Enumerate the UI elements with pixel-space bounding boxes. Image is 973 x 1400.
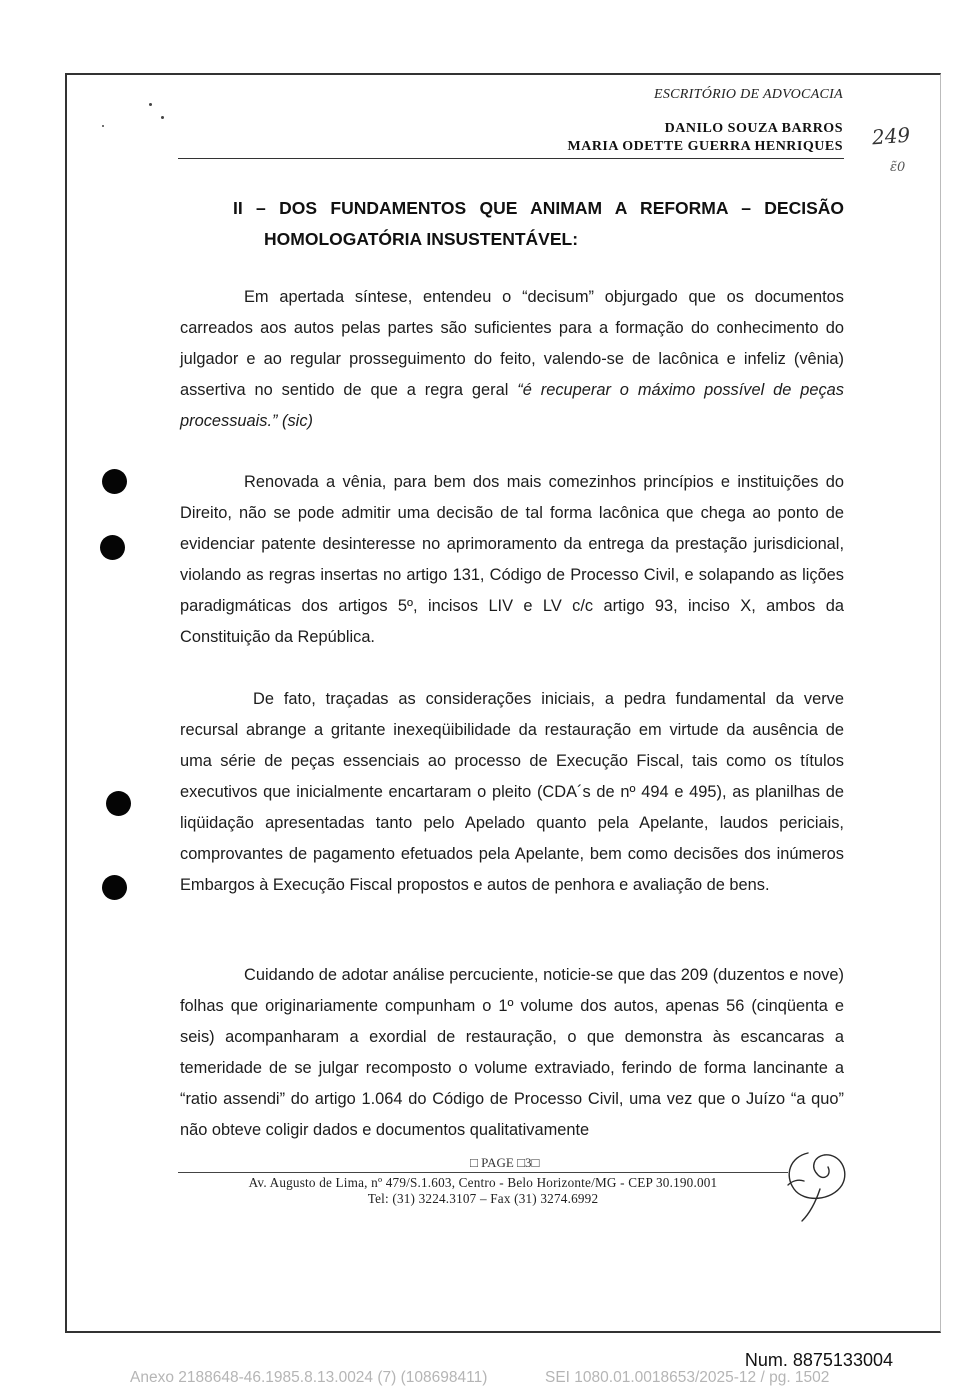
handwritten-folio-number: 249 xyxy=(871,122,911,150)
scan-speck xyxy=(102,125,104,127)
footer-page-field: □ PAGE □3□ xyxy=(470,1155,540,1170)
footer-rule xyxy=(178,1172,788,1173)
section-heading-line1: II – DOS FUNDAMENTOS QUE ANIMAM A REFORMA – DECISÃO xyxy=(233,198,844,218)
paragraph-3: De fato, traçadas as considerações iniciais, a pedra fundamental da verve recursal abrange a gritante inexeqüibilidade da restauração em virtude da ausência de uma série de peças essenciais ao processo de Execução Fiscal, tais como os títulos executivos que inicialmente encartaram o pleito (CDA´s de nº 494 e 495), as planilhas de liqüidação apresentadas tanto pelo Apelado quanto pela Apelante, laudos periciais, comprovantes de pagamento efetuados pela Apelante, bem como decisões dos inúmeros Embargos à Execução Fiscal propostos e autos de penhora e avaliação de bens. xyxy=(180,690,844,894)
handwritten-initials: ε̃0 xyxy=(890,160,906,175)
footer-address: Av. Augusto de Lima, nº 479/S.1.603, Centro - Belo Horizonte/MG - CEP 30.190.001 xyxy=(248,1175,718,1190)
paragraph-4: Cuidando de adotar análise percuciente, noticie-se que das 209 (duzentos e nove) folhas que originariamente compunham o 1º volume dos autos, apenas 56 (cinqüenta e seis) acompanharam a exordial de restauração, o que demonstra às escancaras a temeridade de se julgar recomposto o volume extraviado, ferindo de forma lancinante a “ratio assendi” do artigo 1.064 do Código de Processo Civil, uma vez que o Juízo “a quo” não obteve coligir dados e documentos qualitativamente xyxy=(180,966,844,1139)
handwritten-signature xyxy=(780,1145,855,1225)
paragraph-1 xyxy=(180,282,844,437)
sei-watermark: SEI 1080.01.0018653/2025-12 / pg. 1502 xyxy=(545,1369,830,1386)
annex-watermark: Anexo 2188648-46.1985.8.13.0024 (7) (108698411) xyxy=(130,1369,488,1386)
scan-speck xyxy=(149,103,152,106)
punch-hole xyxy=(102,469,127,494)
paragraph-1-quote: “é recuperar o máximo possível de peças processuais.” (sic) xyxy=(180,381,844,430)
letterhead-rule xyxy=(178,158,844,159)
letterhead-office: ESCRITÓRIO DE ADVOCACIA xyxy=(654,87,843,102)
punch-hole xyxy=(106,791,131,816)
paragraph-2: Renovada a vênia, para bem dos mais comezinhos princípios e instituições do Direito, não se pode admitir uma decisão de tal forma lacônica que chega ao ponto de evidenciar patente desinteresse no aprimoramento da entrega da prestação jurisdicional, violando as regras insertas no artigo 131, Código de Processo Civil, e solapando as lições paradigmáticas dos artigos 5º, incisos LIV e LV c/c artigo 93, inciso X, ambos da Constituição da República. xyxy=(180,473,844,646)
punch-hole xyxy=(102,875,127,900)
section-heading-line2: HOMOLOGATÓRIA INSUSTENTÁVEL: xyxy=(264,229,579,249)
punch-hole xyxy=(100,535,125,560)
scan-speck xyxy=(161,116,164,119)
letterhead-name-1: DANILO SOUZA BARROS xyxy=(664,121,843,136)
paragraph-1-text: Em apertada síntese, entendeu o “decisum” objurgado que os documentos carreados aos autos pelas partes são suficientes para a formação do conhecimento do julgador e ao regular prosseguimento do feito, valendo-se de lacônica e infeliz (vênia) assertiva no sentido de que a regra geral xyxy=(180,288,844,399)
footer-phones: Tel: (31) 3224.3107 – Fax (31) 3274.6992 xyxy=(367,1191,599,1206)
letterhead-name-2: MARIA ODETTE GUERRA HENRIQUES xyxy=(567,139,843,154)
document-number-stamp: Num. 8875133004 xyxy=(744,1350,893,1370)
